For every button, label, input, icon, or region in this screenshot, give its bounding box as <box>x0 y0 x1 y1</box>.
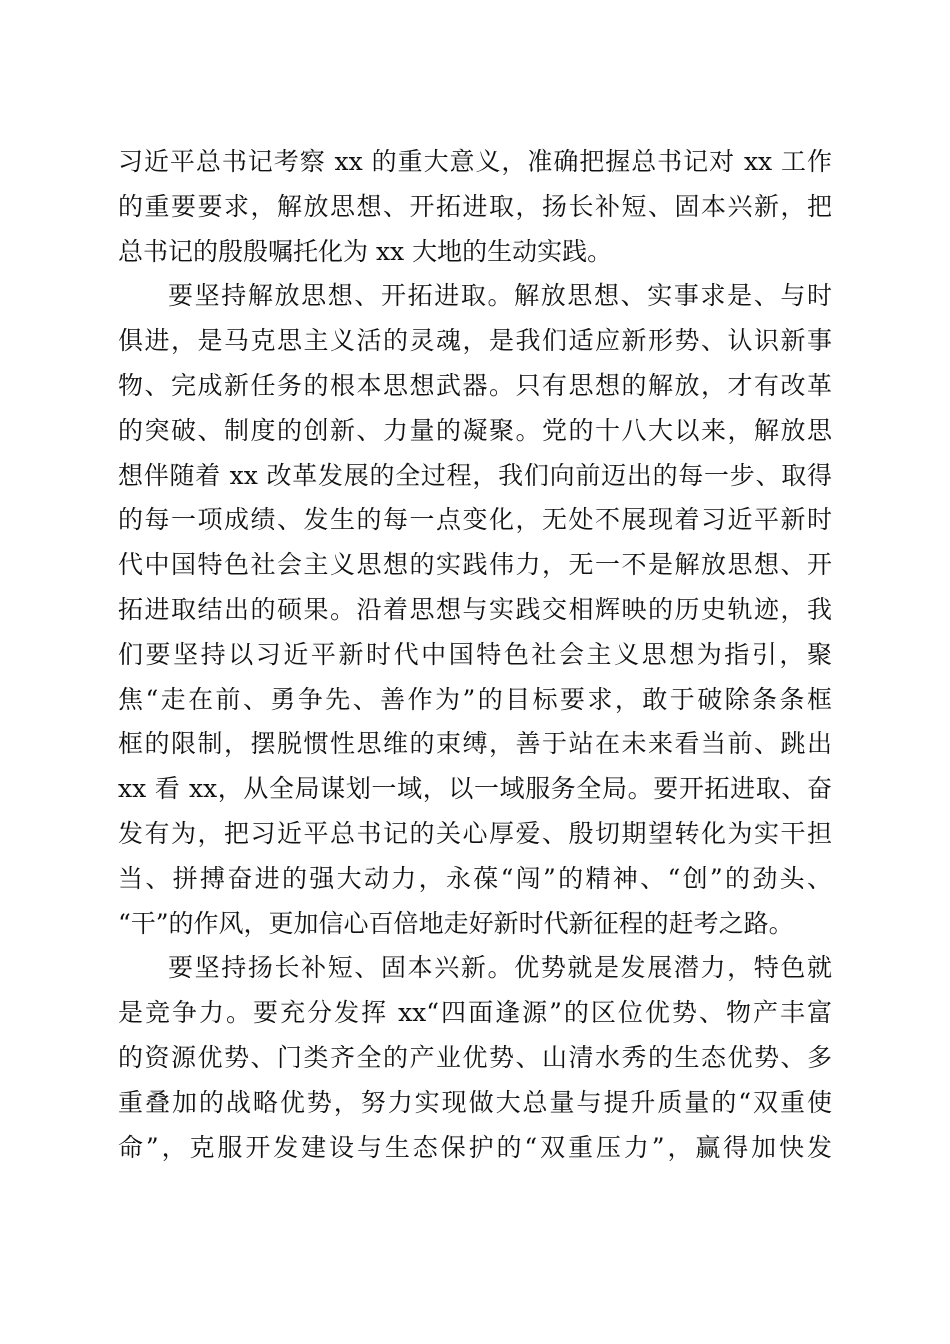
text-line: xx 看 xx，从全局谋划一域，以一域服务全局。要开拓进取、奋 <box>118 774 832 804</box>
text-line: 俱进，是马克思主义活的灵魂，是我们适应新形势、认识新事 <box>118 326 832 356</box>
document-body <box>118 140 832 1170</box>
text-line: 物、完成新任务的根本思想武器。只有思想的解放，才有改革 <box>118 370 832 400</box>
text-line: 是竞争力。要充分发挥 xx“四面逢源”的区位优势、物产丰富 <box>118 998 832 1028</box>
text-line: 要坚持扬长补短、固本兴新。优势就是发展潜力，特色就 <box>168 953 832 983</box>
text-line: 当、拼搏奋进的强大动力，永葆“闯”的精神、“创”的劲头、 <box>118 863 832 893</box>
text-line: 想伴随着 xx 改革发展的全过程，我们向前迈出的每一步、取得 <box>118 460 832 490</box>
text-line: 拓进取结出的硕果。沿着思想与实践交相辉映的历史轨迹，我 <box>118 594 832 624</box>
text-line: 的资源优势、门类齐全的产业优势、山清水秀的生态优势、多 <box>118 1042 832 1072</box>
text-line: 要坚持解放思想、开拓进取。解放思想、实事求是、与时 <box>168 281 832 311</box>
text-line: 发有为，把习近平总书记的关心厚爱、殷切期望转化为实干担 <box>118 818 832 848</box>
text-line: 的每一项成绩、发生的每一点变化，无处不展现着习近平新时 <box>118 505 832 535</box>
text-line: 总书记的殷殷嘱托化为 xx 大地的生动实践。 <box>118 236 613 266</box>
text-line: 框的限制，摆脱惯性思维的束缚，善于站在未来看当前、跳出 <box>118 729 832 759</box>
text-line: 们要坚持以习近平新时代中国特色社会主义思想为指引，聚 <box>118 639 832 669</box>
text-line: 命”，克服开发建设与生态保护的“双重压力”，赢得加快发 <box>118 1132 832 1162</box>
text-line: “干”的作风，更加信心百倍地走好新时代新征程的赶考之路。 <box>118 908 794 938</box>
text-line: 重叠加的战略优势，努力实现做大总量与提升质量的“双重使 <box>118 1087 832 1117</box>
text-line: 代中国特色社会主义思想的实践伟力，无一不是解放思想、开 <box>118 550 832 580</box>
text-line: 焦“走在前、勇争先、善作为”的目标要求，敢于破除条条框 <box>118 684 832 714</box>
text-line: 习近平总书记考察 xx 的重大意义，准确把握总书记对 xx 工作 <box>118 147 832 176</box>
text-line: 的突破、制度的创新、力量的凝聚。党的十八大以来，解放思 <box>118 415 832 445</box>
text-line: 的重要要求，解放思想、开拓进取，扬长补短、固本兴新，把 <box>118 191 832 221</box>
